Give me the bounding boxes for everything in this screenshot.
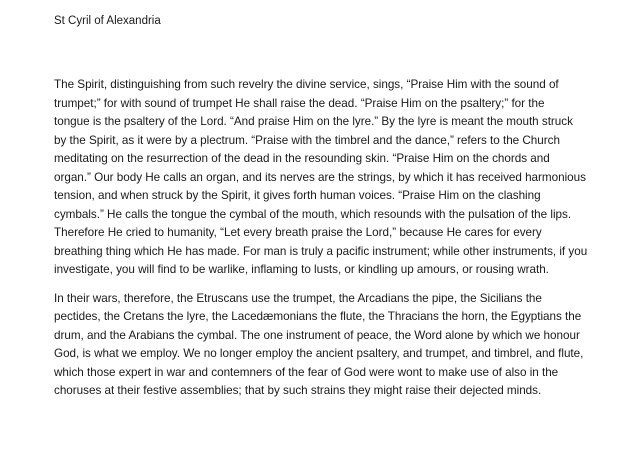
text-line: meditating on the resurrection of the dead in the resounding skin. “Praise Him on the chords and <box>54 152 550 165</box>
paragraph-2 <box>54 290 610 401</box>
document-title: St Cyril of Alexandria <box>54 15 161 27</box>
text-line: tension, and when struck by the Spirit, it gives forth human voices. “Praise Him on the clashing <box>54 189 541 202</box>
text-line: tongue is the psaltery of the Lord. “And praise Him on the lyre.” By the lyre is meant the mouth struck <box>54 115 573 128</box>
paragraph-spacer <box>54 280 610 290</box>
text-line: organ.” Our body He calls an organ, and its nerves are the strings, by which it has received harmonious <box>54 170 586 184</box>
text-line: pectides, the Cretans the lyre, the Lacedæmonians the flute, the Thracians the horn, the Egyptians the <box>54 310 582 323</box>
text-line: which those expert in war and contemners of the fear of God were wont to make use of also in the <box>54 365 559 379</box>
text-line: by the Spirit, as it were by a plectrum. “Praise with the timbrel and the dance,” refers to the Church <box>54 133 560 147</box>
paragraph-1 <box>54 76 610 280</box>
text-line: In their wars, therefore, the Etruscans use the trumpet, the Arcadians the pipe, the Sicilians the <box>54 291 542 305</box>
text-line: cymbals.” He calls the tongue the cymbal of the mouth, which resounds with the pulsation of the lips. <box>54 207 572 221</box>
text-line: drum, and the Arabians the cymbal. The one instrument of peace, the Word alone by which we honour <box>54 328 580 342</box>
text-line: breathing thing which He has made. For man is truly a pacific instrument; while other instruments, if you <box>54 244 588 258</box>
text-line: The Spirit, distinguishing from such revelry the divine service, sings, “Praise Him with the sound of <box>54 78 559 91</box>
text-line: investigate, you will find to be warlike, inflaming to lusts, or kindling up amours, or rousing wrath. <box>54 263 549 276</box>
text-line: choruses at their festive assemblies; that by such strains they might raise their dejected minds. <box>54 384 542 397</box>
text-line: God, is what we employ. We no longer employ the ancient psaltery, and trumpet, and timbrel, and flute, <box>54 347 584 360</box>
text-line: Therefore He cried to humanity, “Let every breath praise the Lord,” because He cares for every <box>54 226 542 239</box>
text-line: trumpet;” for with sound of trumpet He shall raise the dead. “Praise Him on the psaltery;” for the <box>54 96 545 110</box>
document-body <box>54 76 610 401</box>
